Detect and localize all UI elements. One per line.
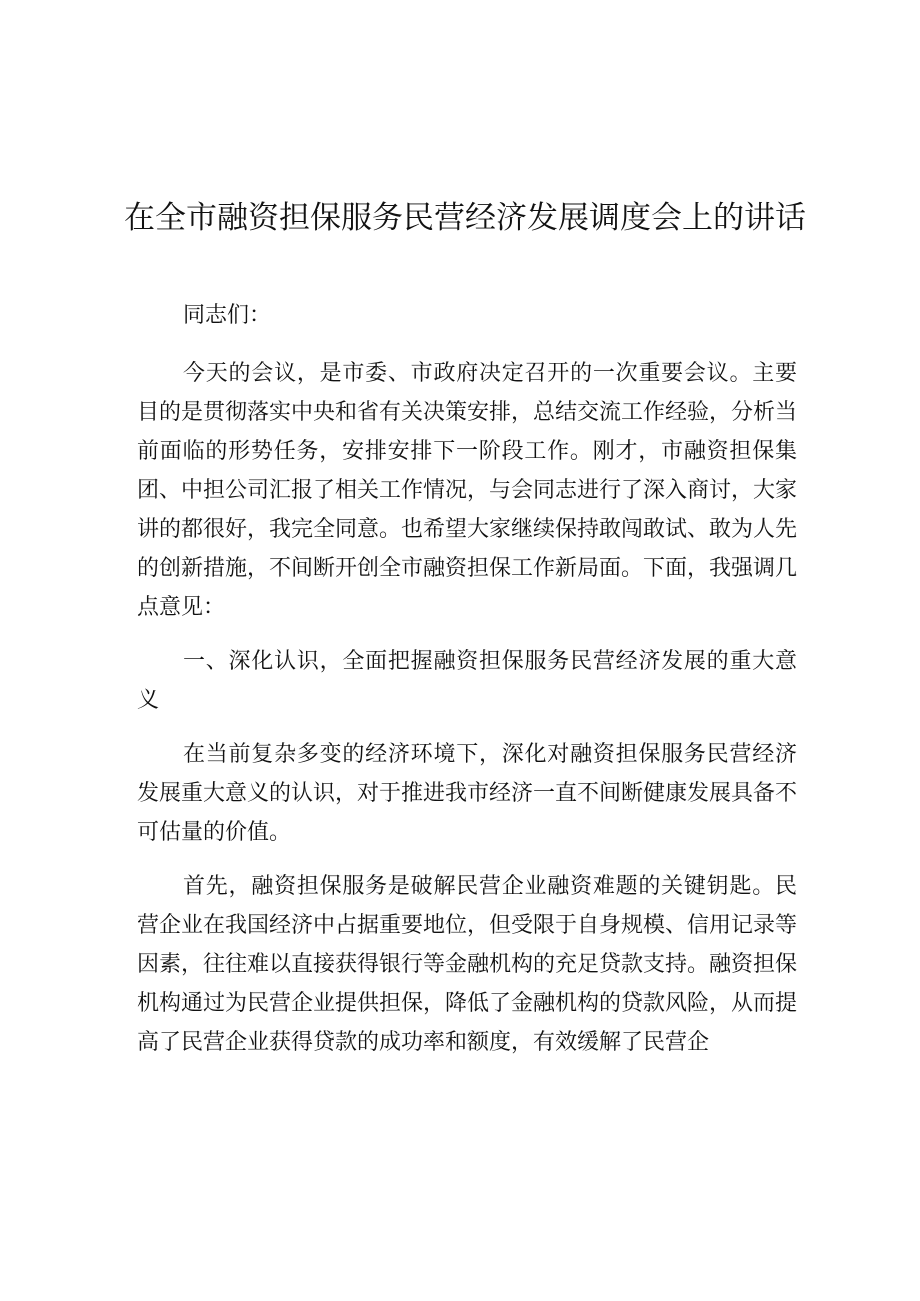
document-body [137, 296, 797, 1077]
greeting: 同志们： [183, 303, 272, 328]
paragraph-intro: 今天的会议，是市委、市政府决定召开的一次重要会议。主要目的是贯彻落实中央和省有关决策安排，总结交流工作经验，分析当前面临的形势任务，安排安排下一阶段工作。刚才，市融资担保集团、中担公司汇报了相关工作情况，与会同志进行了深入商讨，大家讲的都很好，我完全同意。也希望大家继续保持敢闯敢试、敢为人先的创新措施，不间断开创全市融资担保工作新局面。下面，我强调几点意见： [137, 361, 798, 620]
paragraph-context: 在当前复杂多变的经济环境下，深化对融资担保服务民营经济发展重大意义的认识，对于推进我市经济一直不间断健康发展具备不可估量的价值。 [137, 742, 798, 845]
paragraph-first-point: 首先，融资担保服务是破解民营企业融资难题的关键钥匙。民营企业在我国经济中占据重要地位，但受限于自身规模、信用记录等因素，往往难以直接获得银行等金融机构的充足贷款支持。融资担保机构通过为民营企业提供担保，降低了金融机构的贷款风险，从而提高了民营企业获得贷款的成功率和额度，有效缓解了民营企 [137, 874, 798, 1055]
section-heading-1: 一、深化认识，全面把握融资担保服务民营经济发展的重大意义 [137, 649, 797, 713]
document-title: 在全市融资担保服务民营经济发展调度会上的讲话 [124, 200, 806, 236]
